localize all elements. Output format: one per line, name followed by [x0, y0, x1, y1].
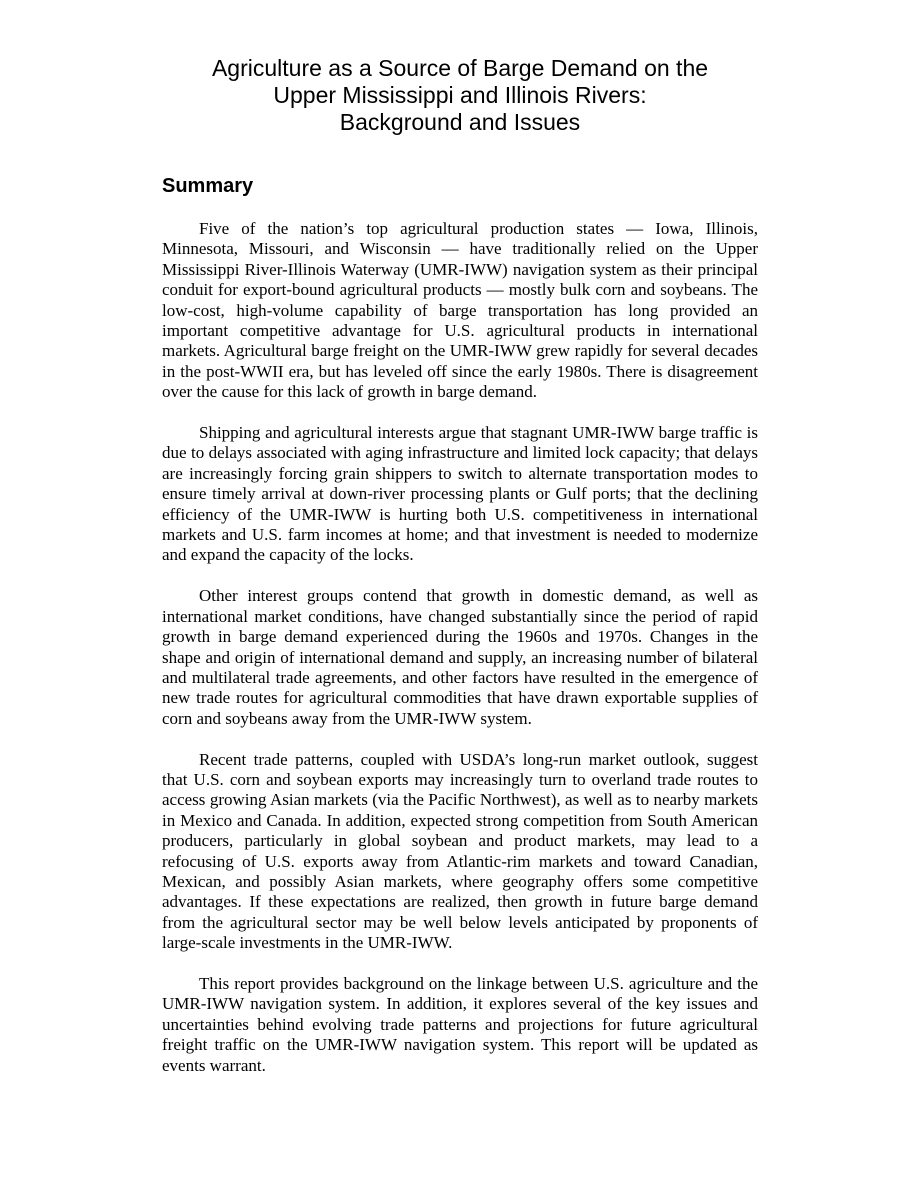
document-title [160, 55, 760, 136]
document-body [162, 219, 758, 1096]
paragraph: This report provides background on the linkage between U.S. agriculture and the UMR-IWW navigation system. In addition, it explores several of the key issues and uncertainties behind evolving trade patterns and projections for future agricultural freight traffic on the UMR-IWW navigation system. This report will be updated as events warrant. [162, 973, 758, 1075]
paragraph: Other interest groups contend that growth in domestic demand, as well as international market conditions, have changed substantially since the period of rapid growth in barge demand experienced during the 1960s and 1970s. Changes in the shape and origin of international demand and supply, an increasing number of bilateral and multilateral trade agreements, and other factors have resulted in the emergence of new trade routes for agricultural commodities that have drawn exportable supplies of corn and soybeans away from the UMR-IWW system. [162, 586, 758, 728]
title-line: Upper Mississippi and Illinois Rivers: [273, 82, 647, 108]
paragraph: Shipping and agricultural interests argue that stagnant UMR-IWW barge traffic is due to delays associated with aging infrastructure and limited lock capacity; that delays are increasingly forcing grain shippers to switch to alternate transportation modes to ensure timely arrival at down-river processing plants or Gulf ports; that the declining efficiency of the UMR-IWW is hurting both U.S. competitiveness in international markets and U.S. farm incomes at home; and that investment is needed to modernize and expand the capacity of the locks. [162, 423, 758, 565]
title-line: Agriculture as a Source of Barge Demand on the [211, 55, 709, 81]
title-line: Background and Issues [339, 109, 581, 135]
paragraph: Recent trade patterns, coupled with USDA’s long-run market outlook, suggest that U.S. corn and soybean exports may increasingly turn to overland trade routes to access growing Asian markets (via the Pacific Northwest), as well as to nearby markets in Mexico and Canada. In addition, expected strong competition from South American producers, particularly in global soybean and product markets, may lead to a refocusing of U.S. exports away from Atlantic-rim markets and toward Canadian, Mexican, and possibly Asian markets, where geography offers some competitive advantages. If these expectations are realized, then growth in future barge demand from the agricultural sector may be well below levels anticipated by proponents of large-scale investments in the UMR-IWW. [162, 749, 758, 953]
paragraph: Five of the nation’s top agricultural production states — Iowa, Illinois, Minnesota, Missouri, and Wisconsin — have traditionally relied on the Upper Mississippi River-Illinois Waterway (UMR-IWW) navigation system as their principal conduit for export-bound agricultural products — mostly bulk corn and soybeans. The low-cost, high-volume capability of barge transportation has long provided an important competitive advantage for U.S. agricultural products in international markets. Agricultural barge freight on the UMR-IWW grew rapidly for several decades in the post-WWII era, but has leveled off since the early 1980s. There is disagreement over the cause for this lack of growth in barge demand. [162, 219, 758, 402]
section-heading: Summary [162, 175, 254, 197]
